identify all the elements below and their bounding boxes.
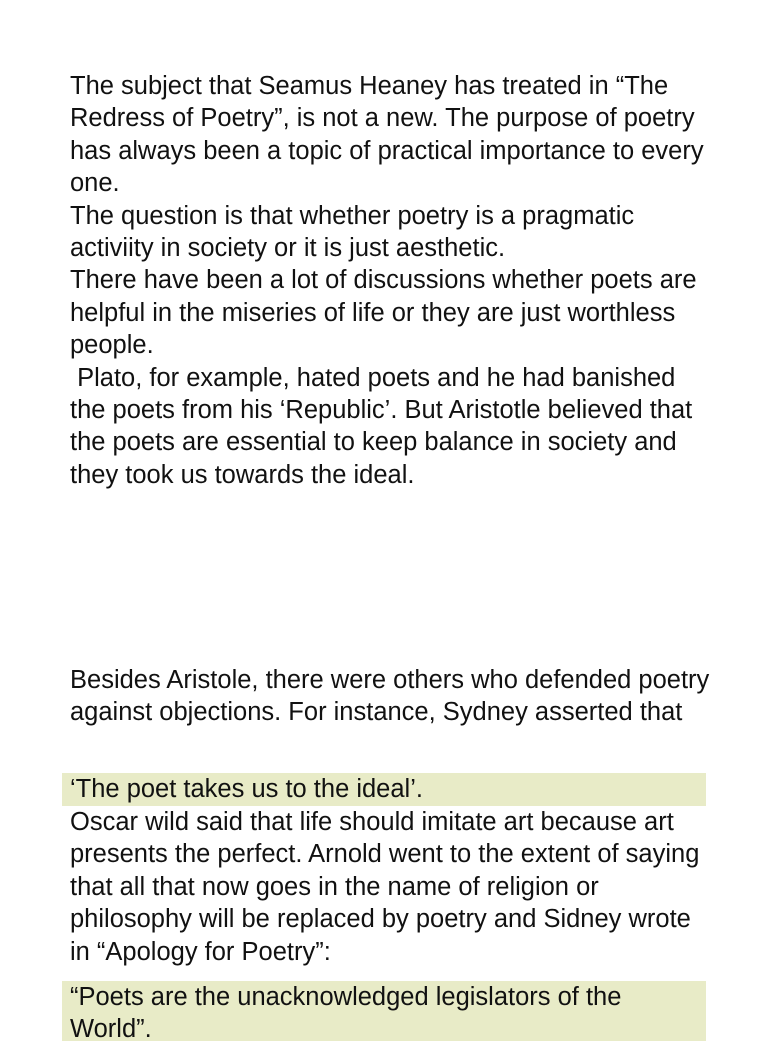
defenders-section [70, 664, 717, 729]
paragraph-subject: The subject that Seamus Heaney has treated in “The Redress of Poetry”, is not a new. The purpose of poetry has always been a topic of practical importance to every one. [70, 72, 711, 198]
paragraph-question: The question is that whether poetry is a pragmatic activiity in society or it is just aesthetic. [70, 201, 642, 263]
intro-section [70, 70, 710, 491]
oscar-section [70, 806, 710, 968]
paragraph-discussions: There have been a lot of discussions whether poets are helpful in the miseries of life or they are just worthless people. [70, 266, 704, 360]
highlighted-quote-legislators: “Poets are the unacknowledged legislators of the World”. [62, 981, 706, 1041]
paragraph-oscar: Oscar wild said that life should imitate art because art presents the perfect. Arnold went to the extent of saying that all that now goes in the name of religion or philosophy will be replaced by poetry and Sidney wrote in “Apology for Poetry”: [70, 808, 707, 966]
highlighted-quote-ideal: ‘The poet takes us to the ideal’. [62, 773, 706, 806]
paragraph-plato: Plato, for example, hated poets and he had banished the poets from his ‘Republic’. But Aristotle believed that the poets are essential to keep balance in society and they took us towards the ideal. [70, 363, 700, 489]
paragraph-besides: Besides Aristole, there were others who defended poetry against objections. For instance, Sydney asserted that [70, 666, 717, 727]
